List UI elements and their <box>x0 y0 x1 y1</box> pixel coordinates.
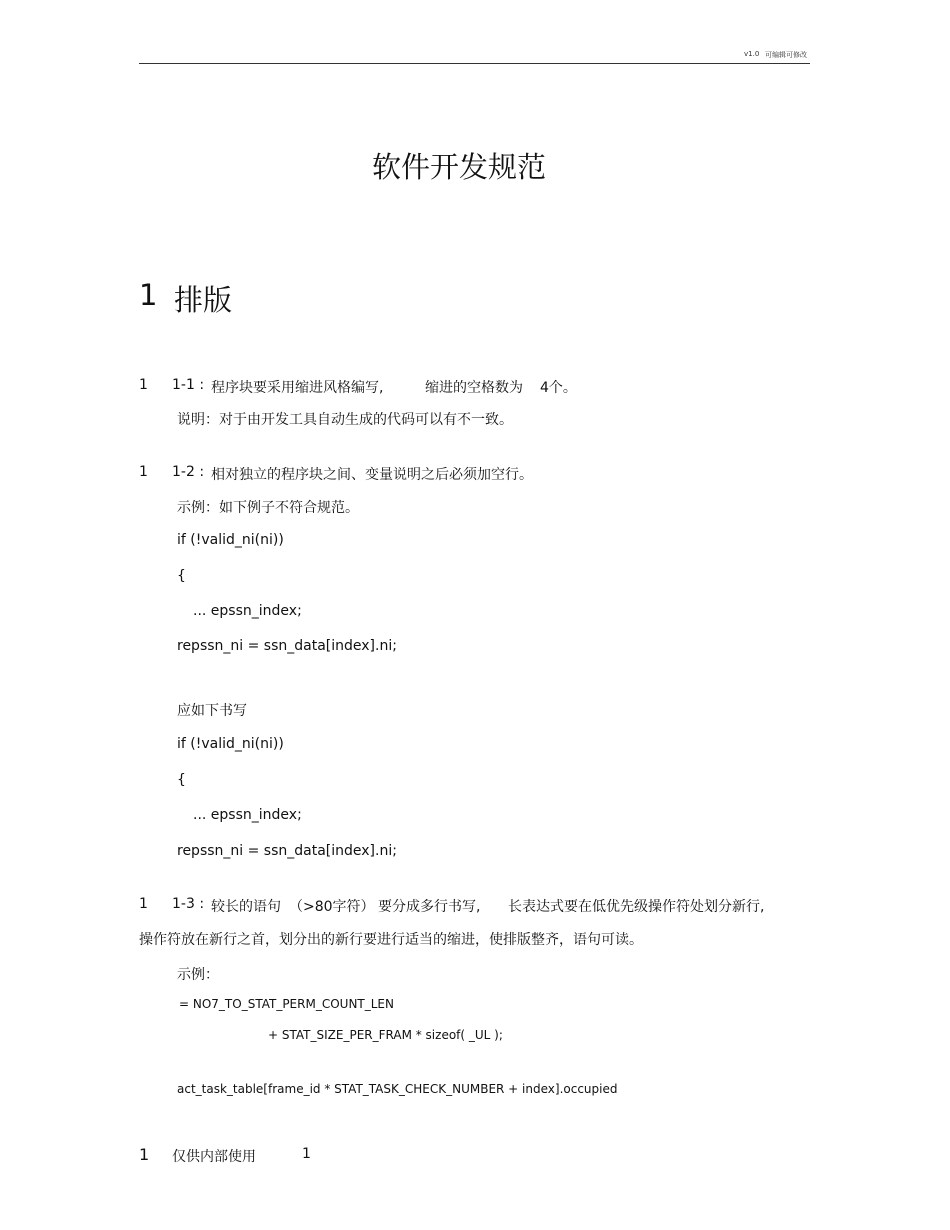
rule-3-text-c: 要分成多行书写, <box>378 899 481 915</box>
section-number: 1 <box>139 278 158 312</box>
rule-1-num: 1 <box>139 377 148 393</box>
rule-3-text: 较长的语句 <box>211 899 281 915</box>
rule-1-text-b: 缩进的空格数为 <box>425 380 523 396</box>
rule-3-num: 1 <box>139 896 148 912</box>
bad-code-line: { <box>177 568 186 584</box>
rule-2-id: 1-2 : <box>172 464 205 480</box>
header-note: 可编辑可修改 <box>765 51 807 59</box>
footer-text: 仅供内部使用 <box>172 1149 256 1165</box>
rule-3-text-b: （>80字符） <box>289 899 375 915</box>
document-title: 软件开发规范 <box>372 150 547 184</box>
example-code-line: = NO7_TO_STAT_PERM_COUNT_LEN <box>179 997 394 1011</box>
rule-1-note: 说明：对于由开发工具自动生成的代码可以有不一致。 <box>177 412 513 428</box>
header-version: v1.0 <box>744 50 760 58</box>
rule-3-example-label: 示例： <box>177 967 219 983</box>
rule-2-num: 1 <box>139 464 148 480</box>
footer-left-number: 1 <box>139 1145 150 1164</box>
good-code-line: repssn_ni = ssn_data[index].ni; <box>177 843 397 859</box>
bad-code-line: ... epssn_index; <box>193 603 302 619</box>
example-code-line: act_task_table[frame_id * STAT_TASK_CHECK_NUMBER + index].occupied <box>177 1082 618 1096</box>
rule-1-text-c: 4个。 <box>540 380 577 396</box>
rule-2-example-label: 示例：如下例子不符合规范。 <box>177 500 359 516</box>
footer-page-number: 1 <box>302 1146 311 1162</box>
rule-3-text-d: 长表达式要在低优先级操作符处划分新行, <box>508 899 765 915</box>
rule-3-text-line2: 操作符放在新行之首，划分出的新行要进行适当的缩进，使排版整齐，语句可读。 <box>139 932 643 948</box>
bad-code-line: if (!valid_ni(ni)) <box>177 532 284 548</box>
good-code-line: { <box>177 772 186 788</box>
header-rule <box>139 63 810 64</box>
rule-3-id: 1-3 : <box>172 896 205 912</box>
rule-1-id: 1-1 : <box>172 377 205 393</box>
example-code-line: + STAT_SIZE_PER_FRAM * sizeof( _UL ); <box>268 1028 503 1042</box>
bad-code-line: repssn_ni = ssn_data[index].ni; <box>177 638 397 654</box>
rule-2-good-label: 应如下书写 <box>177 703 247 719</box>
rule-2-text: 相对独立的程序块之间、变量说明之后必须加空行。 <box>211 467 533 483</box>
good-code-line: if (!valid_ni(ni)) <box>177 736 284 752</box>
section-title: 排版 <box>174 283 233 317</box>
good-code-line: ... epssn_index; <box>193 807 302 823</box>
rule-1-text: 程序块要采用缩进风格编写, <box>211 380 384 396</box>
